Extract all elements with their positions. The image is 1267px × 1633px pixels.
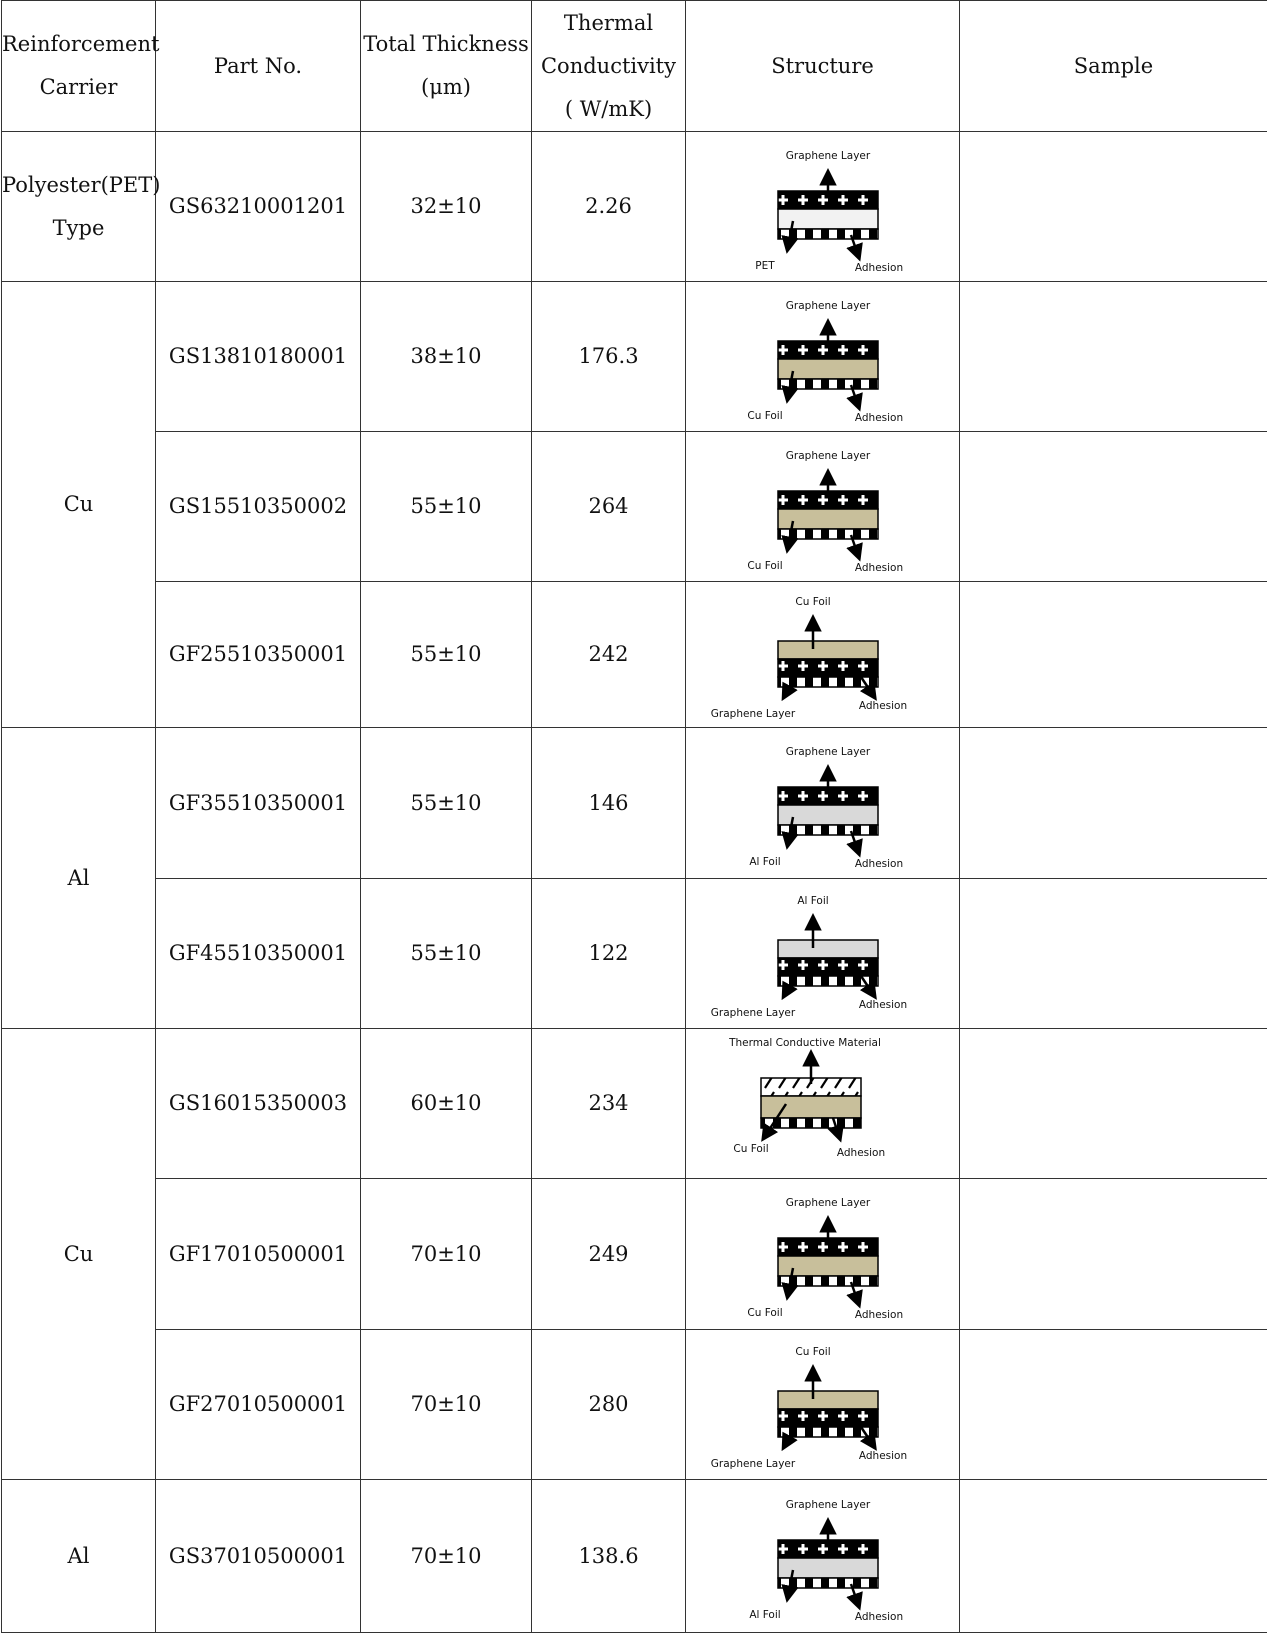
sample-cell: [960, 282, 1267, 432]
conductivity-cell: 146: [532, 728, 686, 879]
right-callout-label: Adhesion: [854, 1309, 902, 1321]
layer-structure-diagram: [693, 289, 953, 425]
top-callout-label: Graphene Layer: [785, 150, 870, 162]
conductivity-cell: 264: [532, 432, 686, 582]
thickness-cell: 32±10: [361, 132, 532, 282]
layer-structure-diagram: [693, 1337, 953, 1473]
conductivity-cell: 280: [532, 1330, 686, 1480]
layer-structure-diagram: [693, 1488, 953, 1624]
right-callout-label: Adhesion: [836, 1147, 884, 1159]
table-row: [2, 132, 1267, 282]
thickness-cell: 55±10: [361, 582, 532, 728]
thickness-cell: 70±10: [361, 1179, 532, 1330]
graphene-layer: [778, 659, 878, 677]
conductivity-cell: 2.26: [532, 132, 686, 282]
left-callout-label: Al Foil: [749, 1609, 780, 1621]
left-callout-label: Al Foil: [749, 856, 780, 868]
table-row: [2, 1179, 1267, 1330]
sample-cell: [960, 1480, 1267, 1633]
foil-layer: [778, 641, 878, 659]
part-no-cell: GF45510350001: [156, 879, 361, 1029]
adhesion-layer: [778, 229, 878, 239]
right-callout-label: Adhesion: [854, 412, 902, 424]
conductivity-cell: 242: [532, 582, 686, 728]
carrier-group-pet: Polyester(PET) Type: [2, 132, 156, 282]
left-callout-label: PET: [755, 260, 775, 272]
adhesion-layer: [778, 529, 878, 539]
left-callout-label: Graphene Layer: [710, 1007, 795, 1019]
layer-structure-diagram: [693, 439, 953, 575]
sample-cell: [960, 132, 1267, 282]
carrier-group-al: Al: [2, 728, 156, 1029]
conductivity-cell: 249: [532, 1179, 686, 1330]
header-reinforcement-carrier: Reinforcement Carrier: [2, 1, 156, 132]
layer-structure-diagram: [693, 1036, 953, 1172]
table-row: [2, 879, 1267, 1029]
left-callout-label: Graphene Layer: [710, 708, 795, 720]
part-no-cell: GF27010500001: [156, 1330, 361, 1480]
structure-cell: [686, 132, 960, 282]
table-row: [2, 582, 1267, 728]
part-no-cell: GF35510350001: [156, 728, 361, 879]
left-callout-label: Cu Foil: [747, 560, 782, 572]
header-total-thickness: Total Thickness (μm): [361, 1, 532, 132]
left-callout-label: Cu Foil: [747, 1307, 782, 1319]
table-row: [2, 1330, 1267, 1480]
adhesion-layer: [778, 379, 878, 389]
graphene-layer: [778, 958, 878, 976]
sample-cell: [960, 1029, 1267, 1179]
structure-cell: [686, 432, 960, 582]
sample-cell: [960, 1179, 1267, 1330]
top-callout-label: Thermal Conductive Material: [728, 1037, 881, 1049]
conductivity-cell: 234: [532, 1029, 686, 1179]
table-row: [2, 728, 1267, 879]
sample-cell: [960, 1330, 1267, 1480]
top-callout-label: Graphene Layer: [785, 1499, 870, 1511]
right-callout-label: Adhesion: [854, 1611, 902, 1623]
layer-structure-diagram: [693, 587, 953, 723]
part-no-cell: GS37010500001: [156, 1480, 361, 1633]
header-row: [2, 1, 1267, 132]
part-no-cell: GS16015350003: [156, 1029, 361, 1179]
conductivity-cell: 122: [532, 879, 686, 1029]
adhesion-layer: [778, 1276, 878, 1286]
left-callout-label: Cu Foil: [733, 1143, 768, 1155]
structure-cell: [686, 282, 960, 432]
table-row: [2, 282, 1267, 432]
thickness-cell: 60±10: [361, 1029, 532, 1179]
header-part-no: Part No.: [156, 1, 361, 132]
top-callout-label: Graphene Layer: [785, 746, 870, 758]
carrier-group-cu: Cu: [2, 282, 156, 728]
graphene-layer: [778, 1409, 878, 1427]
left-callout-label: Cu Foil: [747, 410, 782, 422]
structure-cell: [686, 1179, 960, 1330]
top-callout-label: Cu Foil: [795, 596, 830, 608]
sample-cell: [960, 582, 1267, 728]
structure-cell: [686, 1480, 960, 1633]
layer-structure-diagram: [693, 886, 953, 1022]
header-thermal-conductivity: Thermal Conductivity ( W/mK): [532, 1, 686, 132]
structure-cell: [686, 728, 960, 879]
sample-cell: [960, 728, 1267, 879]
thickness-cell: 38±10: [361, 282, 532, 432]
table-row: [2, 1480, 1267, 1633]
part-no-cell: GF25510350001: [156, 582, 361, 728]
layer-structure-diagram: [693, 735, 953, 871]
adhesion-layer: [778, 825, 878, 835]
conductivity-cell: 138.6: [532, 1480, 686, 1633]
top-callout-label: Graphene Layer: [785, 1197, 870, 1209]
structure-cell: [686, 582, 960, 728]
sample-cell: [960, 879, 1267, 1029]
sample-cell: [960, 432, 1267, 582]
carrier-group-al-2: Al: [2, 1480, 156, 1633]
structure-cell: [686, 1029, 960, 1179]
part-no-cell: GF17010500001: [156, 1179, 361, 1330]
thickness-cell: 55±10: [361, 879, 532, 1029]
right-callout-label: Adhesion: [858, 700, 906, 712]
adhesion-layer: [778, 1578, 878, 1588]
layer-structure-diagram: [693, 139, 953, 275]
right-callout-label: Adhesion: [858, 1450, 906, 1462]
right-callout-label: Adhesion: [854, 262, 902, 274]
carrier-group-cu-2: Cu: [2, 1029, 156, 1480]
left-callout-label: Graphene Layer: [710, 1458, 795, 1470]
foil-layer: [778, 940, 878, 958]
structure-cell: [686, 1330, 960, 1480]
right-callout-label: Adhesion: [854, 858, 902, 870]
thickness-cell: 55±10: [361, 728, 532, 879]
thickness-cell: 70±10: [361, 1480, 532, 1633]
header-sample: Sample: [960, 1, 1267, 132]
thickness-cell: 70±10: [361, 1330, 532, 1480]
conductivity-cell: 176.3: [532, 282, 686, 432]
top-callout-label: Cu Foil: [795, 1346, 830, 1358]
part-no-cell: GS63210001201: [156, 132, 361, 282]
top-callout-label: Al Foil: [797, 895, 828, 907]
table-row: [2, 432, 1267, 582]
part-no-cell: GS15510350002: [156, 432, 361, 582]
right-callout-label: Adhesion: [858, 999, 906, 1011]
header-structure: Structure: [686, 1, 960, 132]
foil-layer: [761, 1096, 861, 1118]
thickness-cell: 55±10: [361, 432, 532, 582]
part-no-cell: GS13810180001: [156, 282, 361, 432]
table-row: [2, 1029, 1267, 1179]
top-callout-label: Graphene Layer: [785, 450, 870, 462]
right-callout-label: Adhesion: [854, 562, 902, 574]
top-callout-label: Graphene Layer: [785, 300, 870, 312]
product-spec-table: [1, 0, 1267, 1633]
layer-structure-diagram: [693, 1186, 953, 1322]
foil-layer: [778, 1391, 878, 1409]
structure-cell: [686, 879, 960, 1029]
